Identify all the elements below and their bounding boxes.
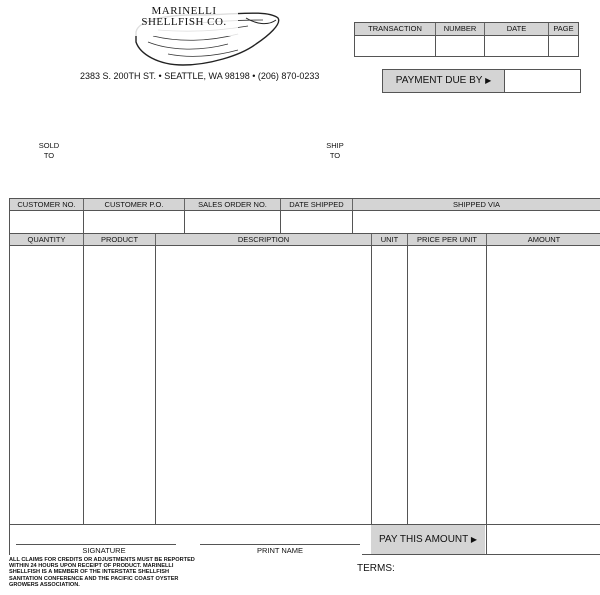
ship-to-label: SHIP TO [326,141,344,160]
date-shipped-header: DATE SHIPPED [281,199,353,210]
number-header: NUMBER [436,23,485,35]
quantity-header: QUANTITY [10,234,84,245]
terms-label: TERMS: [357,563,395,574]
amount-header: AMOUNT [487,234,600,245]
signature-line [16,544,176,545]
transaction-header: TRANSACTION [355,23,436,35]
page-header: PAGE [549,23,578,35]
print-name-label: PRINT NAME [256,546,304,555]
company-logo [128,2,283,68]
unit-header: UNIT [372,234,408,245]
claims-notice: ALL CLAIMS FOR CREDITS OR ADJUSTMENTS MUST BE REPORTED WITHIN 24 HOURS UPON RECEIPT OF PRODUCT. MARINELLI SHELLFISH IS A MEMBER OF THE INTERSTATE SHELLFISH SANITATION CONFERENCE AND THE PACIFIC COAST OYSTER GROWERS ASSOCIATION. [9,557,195,588]
company-address: 2383 S. 200TH ST. • SEATTLE, WA 98198 • (206) 870-0233 [80,71,320,81]
date-header: DATE [485,23,549,35]
arrow-right-icon: ▶ [485,76,492,85]
payment-due-label-cell [383,70,505,92]
print-name-line [200,544,360,545]
transaction-info-table [354,22,579,57]
sales-order-header: SALES ORDER NO. [185,199,281,210]
price-per-unit-header: PRICE PER UNIT [408,234,487,245]
company-name-line1: MARINELLI [151,5,217,17]
company-name-line2: SHELLFISH CO. [141,16,227,28]
signature-label: SIGNATURE [82,546,126,555]
customer-po-header: CUSTOMER P.O. [84,199,185,210]
shipped-via-header: SHIPPED VIA [353,199,600,210]
pay-this-amount-label: PAY THIS AMOUNT [378,534,469,545]
order-info-table [9,198,600,234]
line-items-table [9,234,600,555]
product-header: PRODUCT [84,234,156,245]
payment-due-box [382,69,581,93]
pay-this-amount-cell [371,525,485,554]
payment-due-label: PAYMENT DUE BY [395,75,483,86]
description-header: DESCRIPTION [156,234,372,245]
arrow-right-icon: ▶ [470,535,478,544]
sold-to-label: SOLD TO [38,141,60,160]
customer-no-header: CUSTOMER NO. [10,199,84,210]
